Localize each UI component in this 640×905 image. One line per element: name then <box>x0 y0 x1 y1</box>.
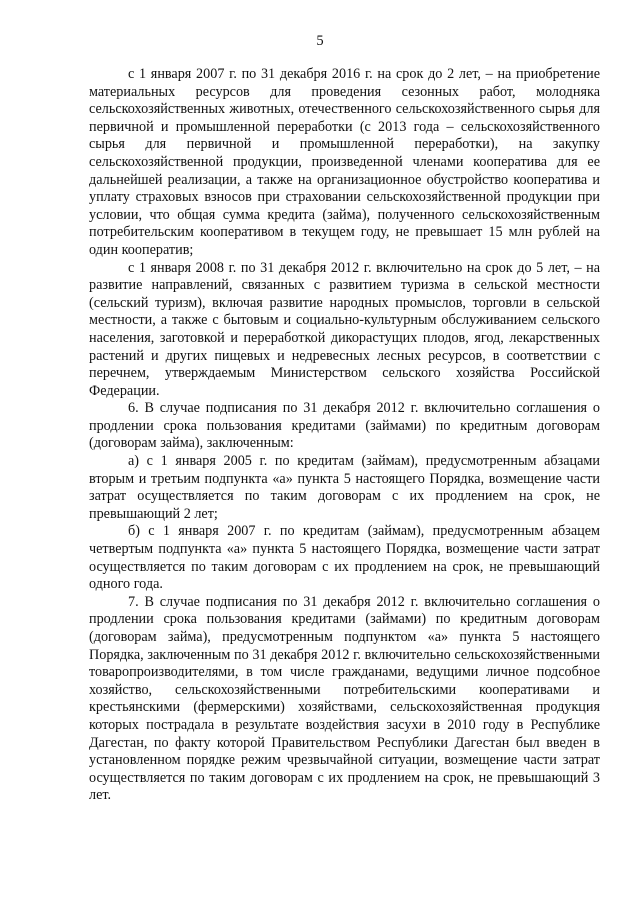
paragraph-2008-2012: с 1 января 2008 г. по 31 декабря 2012 г. включительно на срок до 5 лет, – на развитие направлений, связанных с развитием туризма в сельской местности (сельский туризм), включая развитие народных промыслов, торговли в сельской местности, а также с бытовым и социально-культурным обслуживанием сельского населения, заготовкой и переработкой дикорастущих плодов, ягод, лекарственных растений и других пищевых и недревесных лесных ресурсов, в соответствии с перечнем, утверждаемым Министерством сельского хозяйства Российской Федерации. <box>89 259 600 399</box>
paragraph-item-6b: б) с 1 января 2007 г. по кредитам (займам), предусмотренным абзацем четвертым подпункта «а» пункта 5 настоящего Порядка, возмещение части затрат осуществляется по таким договорам с их продлением на срок, не превышающий одного года. <box>89 523 600 593</box>
document-body <box>89 66 600 805</box>
paragraph-item-6a: а) с 1 января 2005 г. по кредитам (займам), предусмотренным абзацами вторым и третьим подпункта «а» пункта 5 настоящего Порядка, возмещение части затрат осуществляется по таким договорам с их продлением на срок, не превышающий 2 лет; <box>89 453 600 522</box>
paragraph-item-7: 7. В случае подписания по 31 декабря 2012 г. включительно соглашения о продлении срока пользования кредитами (займами) по кредитным договорам (договорам займа), предусмотренным подпунктом «а» пункта 5 настоящего Порядка, заключенным по 31 декабря 2012 г. включительно сельскохозяйственными товаропроизводителями, в том числе гражданами, ведущими личное подсобное хозяйство, сельскохозяйственными потребительскими кооперативами и крестьянскими (фермерскими) хозяйствами, сельскохозяйственная продукция которых пострадала в результате воздействия засухи в 2010 году в Республике Дагестан, по факту которой Правительством Республики Дагестан был введен в установленном порядке режим чрезвычайной ситуации, возмещение части затрат осуществляется по таким договорам с их продлением на срок, не превышающий 3 лет. <box>89 593 600 804</box>
paragraph-item-6: 6. В случае подписания по 31 декабря 2012 г. включительно соглашения о продлении срока пользования кредитами (займами) по кредитным договорам (договорам займа), заключенным: <box>89 400 600 452</box>
page-number: 5 <box>316 33 324 49</box>
paragraph-2007-2016: с 1 января 2007 г. по 31 декабря 2016 г. на срок до 2 лет, – на приобретение материальных ресурсов для проведения сезонных работ, молодняка сельскохозяйственных животных, отечественного сельскохозяйственного сырья для первичной и промышленной переработки (с 2013 года – сельскохозяйственного сырья для первичной и промышленной переработки), на закупку сельскохозяйственной продукции, произведенной членами кооператива для ее дальнейшей реализации, а также на организационное обустройство кооператива и уплату страховых взносов при страховании сельскохозяйственной продукции при условии, что общая сумма кредита (займа), полученного сельскохозяйственным потребительским кооперативом в текущем году, не превышает 15 млн рублей на один кооператив; <box>89 66 600 258</box>
